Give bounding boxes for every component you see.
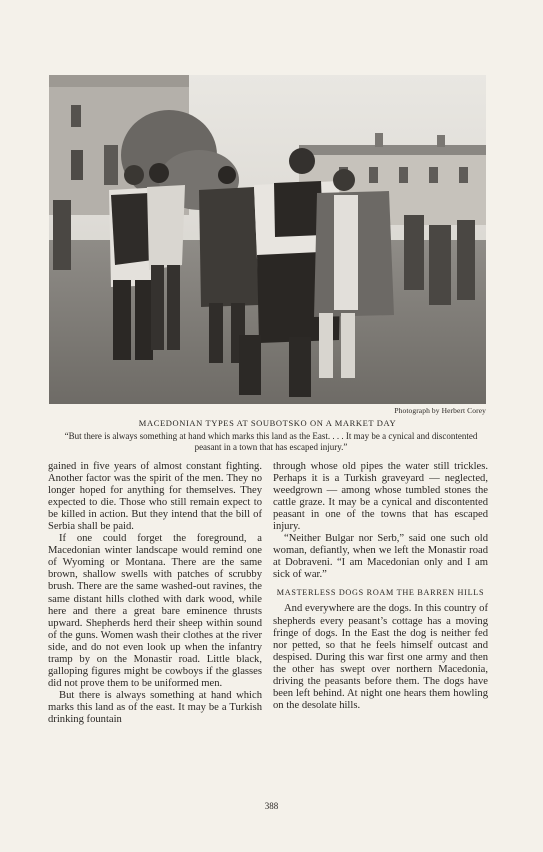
paragraph: And everywhere are the dogs. In this country of shepherds every peasant’s cottage has a moving fringe of dogs. In the East the dog is neither fed nor petted, so that he feels himself outcast and despised. During this war first one army and then the other has swept over northern Macedonia, driving the peasants before them. The dogs have been left behind. At night one hears them howling on the desolate hills. bbox=[273, 603, 488, 711]
left-column bbox=[48, 461, 262, 726]
right-column bbox=[273, 461, 488, 712]
market-scene-image bbox=[49, 75, 486, 404]
page-number: 388 bbox=[264, 801, 279, 811]
paragraph: “Neither Bulgar nor Serb,” said one such old woman, defiantly, when we left the Monastir road at Dobraveni. “I am Macedonian only and I am sick of war.” bbox=[273, 533, 488, 581]
paragraph: If one could forget the foreground, a Macedonian winter landscape would remind one of Wyoming or Montana. There are the same brown, shallow swells with patches of scrubby brush. There are the same washed-out ravines, the same distant hills clothed with dark wood, while here and there a great bare eminence thrusts upward. Shepherds herd their sheep within sound of the guns. Women wash their clothes at the river side, and do not even look up when the infantry tramp by on the Monastir road. Little black, galloping figures might be cowboys if the glasses did not prove them to be uniformed men. bbox=[48, 533, 262, 689]
photo-credit: Photograph by Herbert Corey bbox=[394, 406, 486, 415]
paragraph: through whose old pipes the water still trickles. Perhaps it is a Turkish graveyard — neglected, weedgrown — among whose tumbled stones the cattle graze. It may be a cynical and discontented peasant in one of the towns that has escaped injury. bbox=[273, 461, 488, 533]
caption-title: MACEDONIAN TYPES AT SOUBOTSKO ON A MARKET DAY bbox=[138, 418, 397, 428]
paragraph: gained in five years of almost constant fighting. Another factor was the spirit of the men. They no longer hoped for anything for themselves. They expected to die. Those who still remain expect to be killed in action. But they intend that the bill of Serbia shall be paid. bbox=[48, 461, 262, 533]
photograph bbox=[49, 75, 486, 404]
paragraph: But there is always something at hand which marks this land as of the east. It may be a Turkish drinking fountain bbox=[48, 689, 262, 725]
section-heading: MASTERLESS DOGS ROAM THE BARREN HILLS bbox=[276, 588, 485, 598]
caption-quote: “But there is always something at hand which marks this land as the East. . . . It may be a cynical and discontented peasant in a town that has escaped injury.” bbox=[64, 431, 478, 452]
